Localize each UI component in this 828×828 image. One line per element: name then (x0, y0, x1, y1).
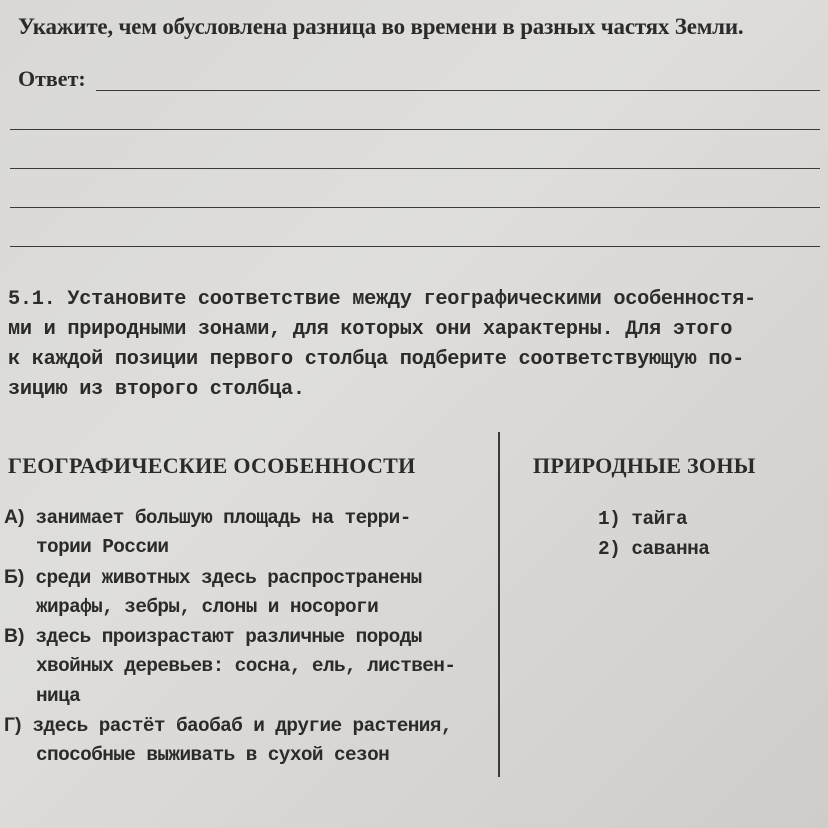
feature-item-a (4, 503, 455, 563)
zone-item-taiga: 1) тайга (598, 508, 688, 530)
task-statement (8, 285, 756, 405)
feature-text: ница (36, 684, 81, 707)
answer-line (10, 207, 820, 208)
task-line: ми и природными зонами, для которых они характерны. Для этого (8, 318, 733, 341)
features-column-header: ГЕОГРАФИЧЕСКИЕ ОСОБЕННОСТИ (8, 453, 416, 478)
feature-text: здесь произрастают различные породы (35, 626, 422, 649)
feature-letter: В) (4, 625, 25, 648)
answer-line (96, 90, 820, 91)
feature-item-v (4, 622, 455, 711)
answer-label: Ответ: (18, 66, 86, 91)
answer-line (10, 246, 820, 247)
feature-letter: Г) (4, 714, 22, 737)
zones-list (598, 505, 709, 564)
feature-text: хвойных деревьев: сосна, ель, листвен- (36, 655, 456, 678)
answer-line (10, 129, 820, 130)
feature-text: жирафы, зебры, слоны и носороги (36, 595, 379, 618)
features-list (4, 503, 455, 771)
feature-item-g (4, 711, 455, 771)
feature-text: здесь растёт баобаб и другие растения, (32, 715, 452, 738)
task-line: к каждой позиции первого столбца подберите соответствующую по- (8, 348, 744, 371)
feature-item-b (4, 563, 455, 623)
answer-line (10, 168, 820, 169)
feature-letter: А) (4, 506, 25, 528)
feature-letter: Б) (4, 565, 25, 588)
feature-text: занимает большую площадь на терри- (35, 507, 411, 529)
feature-text: среди животных здесь распространены (35, 566, 422, 589)
question-text: Укажите, чем обусловлена разница во времени в разных частях Земли. (18, 14, 744, 39)
zones-column-header: ПРИРОДНЫЕ ЗОНЫ (533, 453, 756, 478)
feature-text: способные выживать в сухой сезон (36, 744, 390, 767)
task-line: зицию из второго столбца. (8, 378, 305, 401)
zone-item-savanna: 2) саванна (598, 537, 710, 560)
column-divider (498, 432, 500, 777)
feature-text: тории России (36, 536, 169, 559)
task-line: 5.1. Установите соответствие между географическими особенностя- (8, 288, 756, 311)
